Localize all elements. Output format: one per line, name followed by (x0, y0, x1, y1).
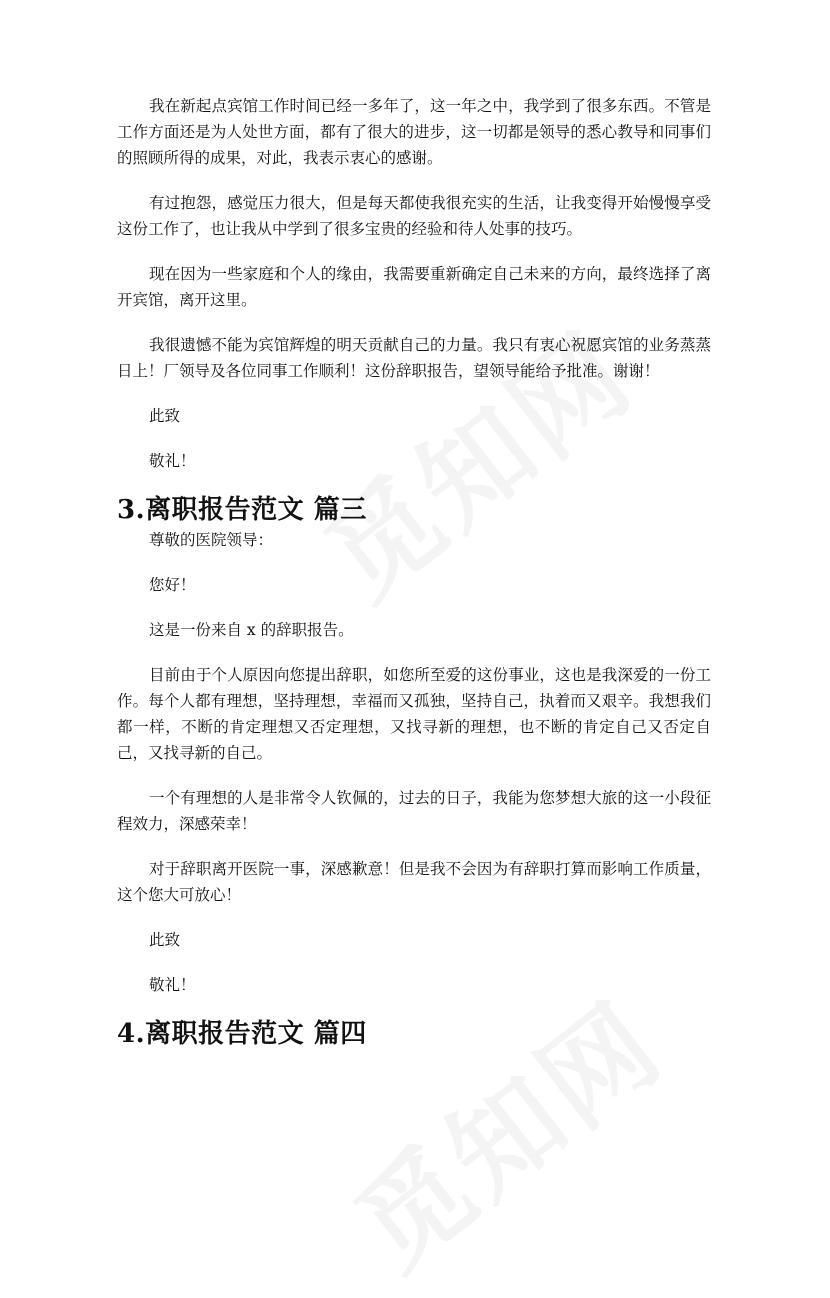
greeting: 您好！ (149, 576, 196, 594)
paragraph: 这是一份来自 x 的辞职报告。 (149, 621, 354, 639)
document-body (117, 93, 711, 1051)
section-heading: 4.离职报告范文 篇四 (117, 1019, 367, 1049)
paragraph: 我很遗憾不能为宾馆辉煌的明天贡献自己的力量。我只有衷心祝愿宾馆的业务蒸蒸日上！厂领导及各位同事工作顺利！这份辞职报告，望领导能给予批准。谢谢！ (117, 336, 711, 380)
paragraph: 目前由于个人原因向您提出辞职，如您所至爱的这份事业，这也是我深爱的一份工作。每个人都有理想，坚持理想，幸福而又孤独，坚持自己，执着而又艰辛。我想我们都一样，不断的肯定理想又否定理想，又找寻新的理想，也不断的肯定自己又否定自己，又找寻新的自己。 (117, 666, 711, 762)
section-heading: 3.离职报告范文 篇三 (117, 495, 367, 525)
paragraph: 对于辞职离开医院一事，深感歉意！但是我不会因为有辞职打算而影响工作质量，这个您大可放心！ (117, 860, 711, 904)
section-2-tail (117, 93, 711, 474)
paragraph: 我在新起点宾馆工作时间已经一多年了，这一年之中，我学到了很多东西。不管是工作方面还是为人处世方面，都有了很大的进步，这一切都是领导的悉心教导和同事们的照顾所得的成果，对此，我表示衷心的感谢。 (117, 97, 711, 167)
paragraph: 现在因为一些家庭和个人的缘由，我需要重新确定自己未来的方向，最终选择了离开宾馆，离开这里。 (117, 265, 711, 309)
section-3 (117, 527, 711, 998)
paragraph: 有过抱怨，感觉压力很大，但是每天都使我很充实的生活，让我变得开始慢慢享受这份工作了，也让我从中学到了很多宝贵的经验和待人处事的技巧。 (117, 194, 711, 238)
paragraph: 一个有理想的人是非常令人钦佩的，过去的日子，我能为您梦想大旅的这一小段征程效力，深感荣幸！ (117, 789, 711, 833)
closing-line: 此致 (149, 407, 181, 425)
closing-salutation: 敬礼！ (149, 452, 196, 470)
closing-line: 此致 (149, 931, 181, 949)
salutation: 尊敬的医院领导： (149, 531, 274, 549)
closing-salutation: 敬礼！ (149, 976, 196, 994)
